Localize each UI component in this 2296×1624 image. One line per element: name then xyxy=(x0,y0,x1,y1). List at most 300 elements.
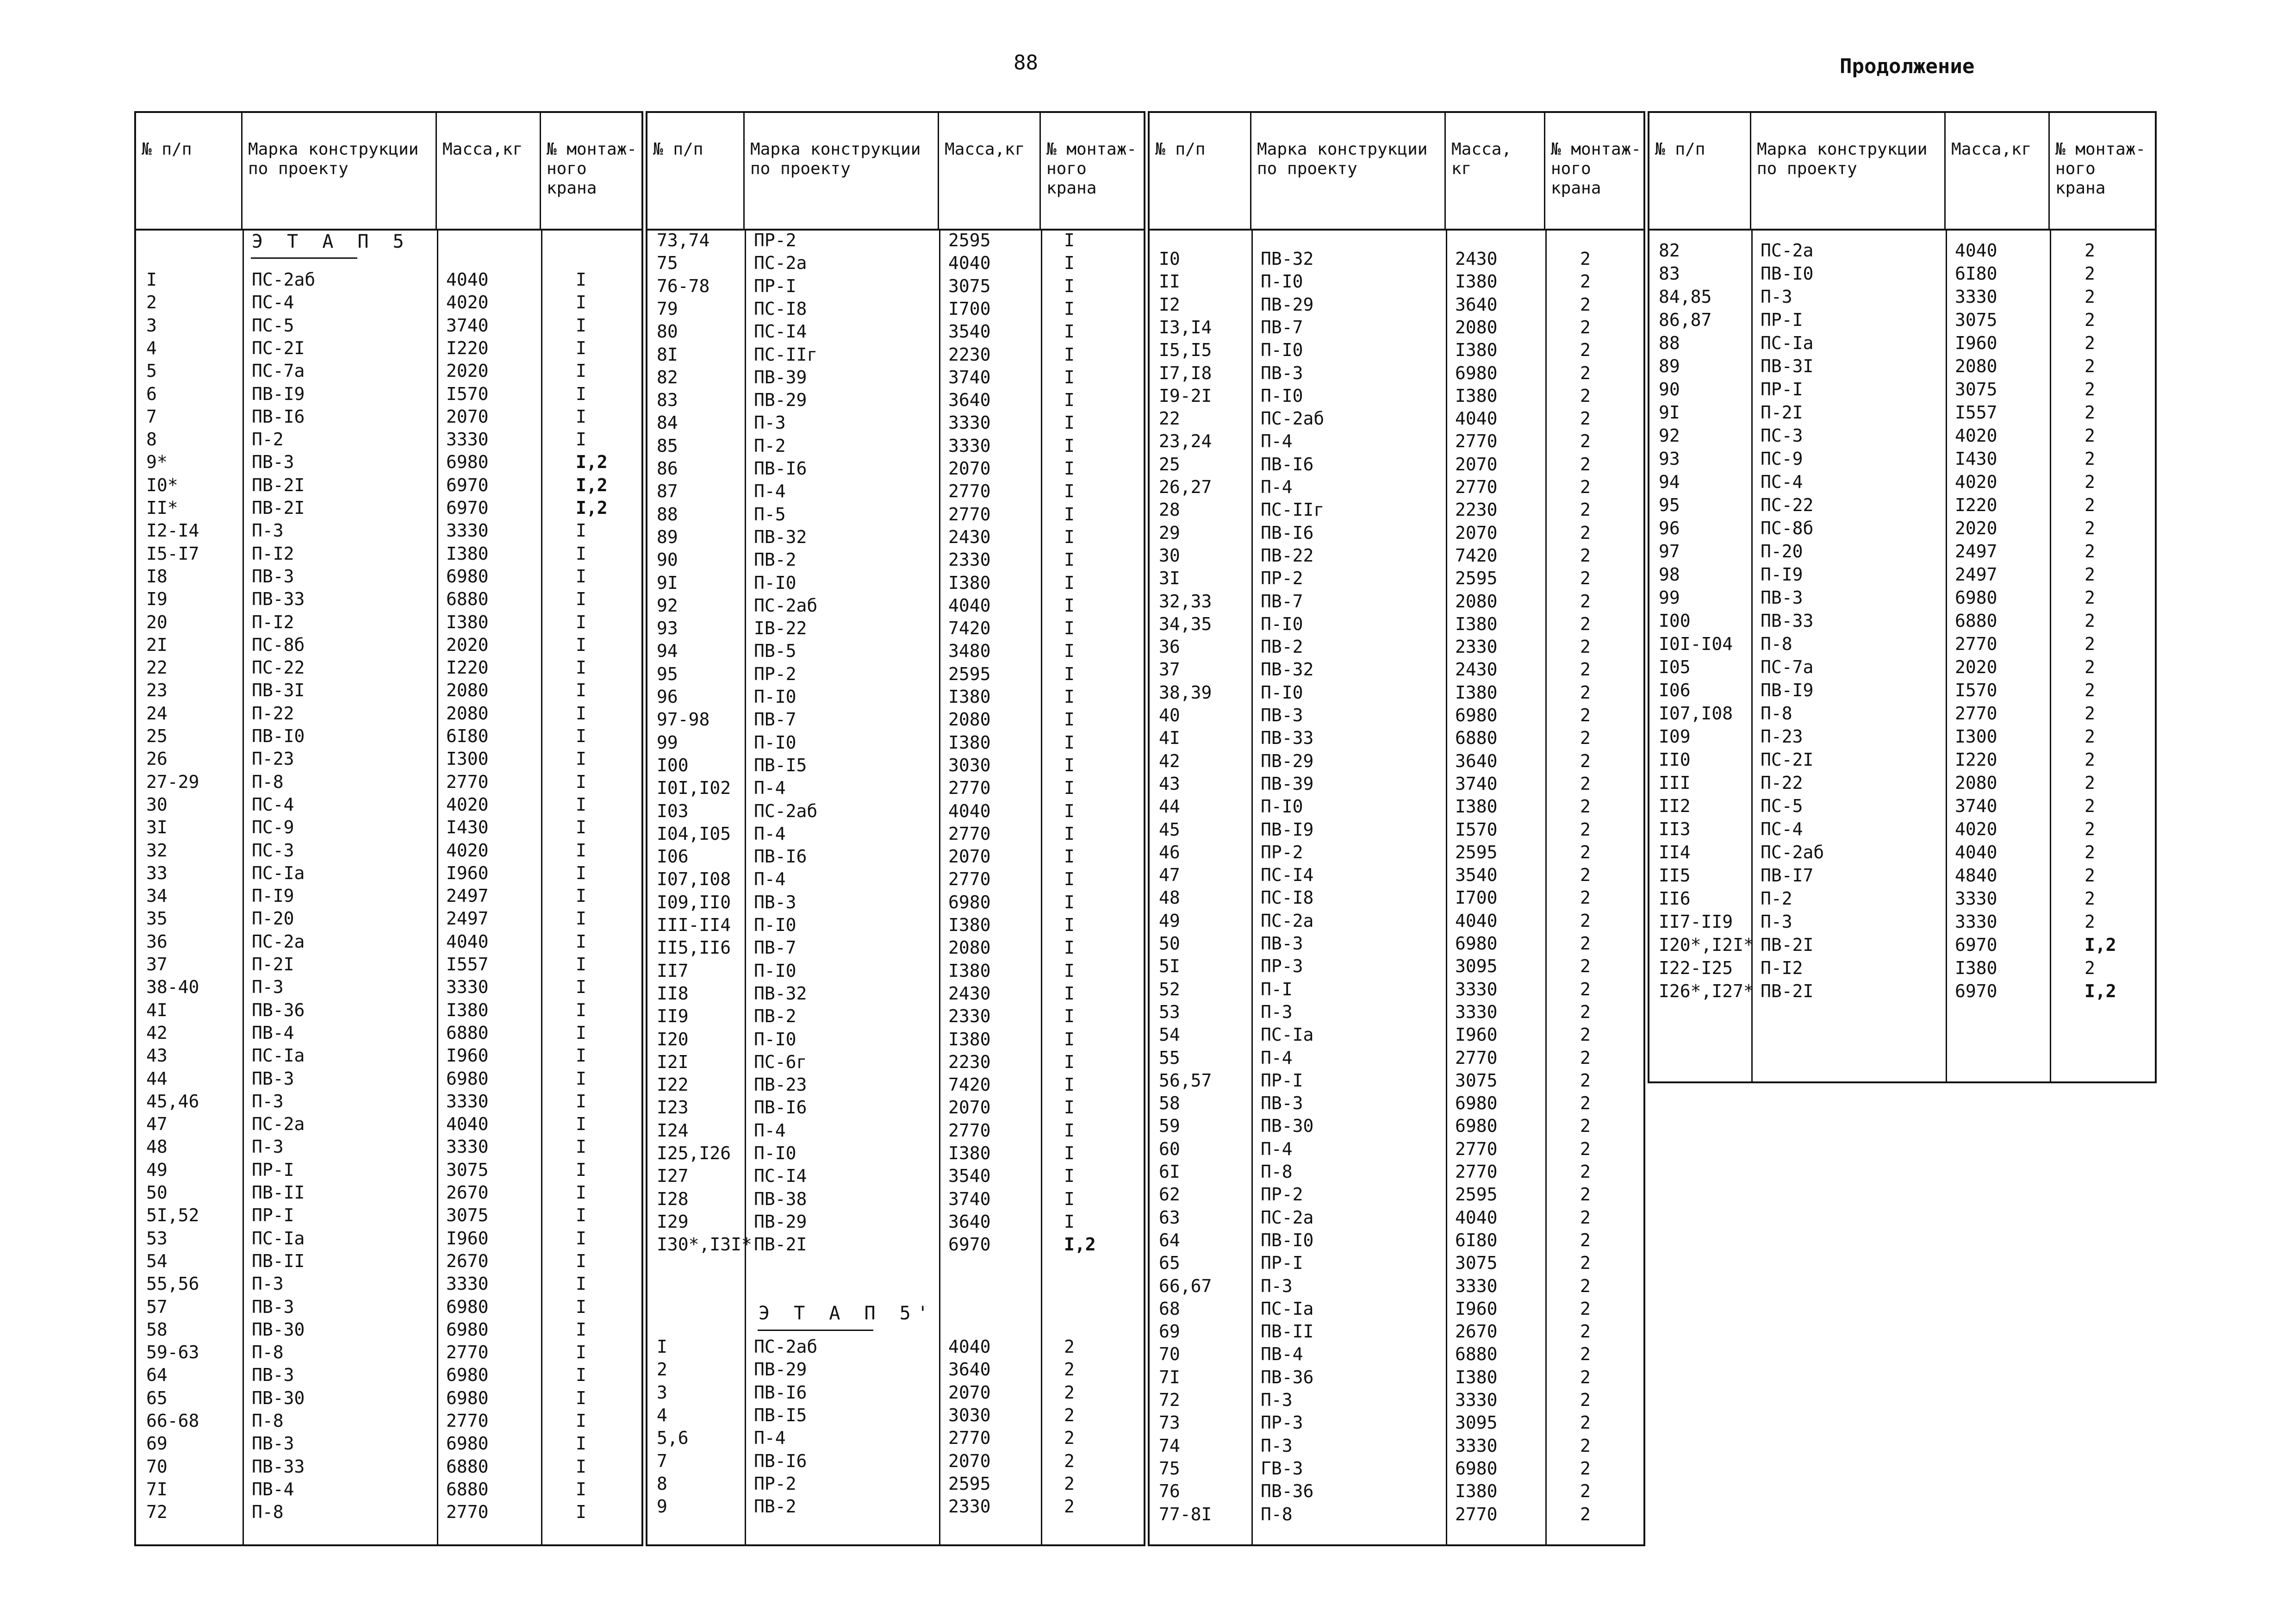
cell-crane: 2 xyxy=(1580,613,1591,634)
cell-crane: I xyxy=(1064,1074,1075,1095)
table-row xyxy=(1150,1274,1643,1298)
cell-mass: I960 xyxy=(1455,1298,1498,1319)
table-row xyxy=(1150,407,1643,430)
cell-mark: ПР-I xyxy=(252,1205,294,1226)
table-row xyxy=(1150,886,1643,909)
cell-crane: I xyxy=(1064,937,1075,958)
cell-mass: I380 xyxy=(446,612,489,632)
cell-crane: I xyxy=(1064,618,1075,639)
cell-mass: I380 xyxy=(948,572,991,593)
cell-num: 59-63 xyxy=(146,1342,199,1363)
cell-mass: I380 xyxy=(446,999,489,1020)
cell-mass: 6980 xyxy=(1955,587,1997,608)
cell-num: 80 xyxy=(657,321,678,342)
cell-mass: 6980 xyxy=(446,452,489,473)
cell-mark: П-3 xyxy=(1261,1435,1293,1456)
cell-mass: 6880 xyxy=(1955,611,1997,631)
cell-mass: 2595 xyxy=(948,230,991,250)
cell-num: 93 xyxy=(657,618,678,639)
cell-num: 48 xyxy=(1159,887,1180,908)
cell-num: 54 xyxy=(146,1250,168,1271)
header-num: № п/п xyxy=(1150,113,1251,229)
table-row xyxy=(1150,863,1643,887)
cell-crane: 2 xyxy=(1580,591,1591,612)
cell-crane: 2 xyxy=(2084,611,2095,631)
cell-crane: 2 xyxy=(1580,1504,1591,1524)
cell-mass: I380 xyxy=(948,960,991,981)
cell-mass: 2770 xyxy=(1455,1504,1498,1524)
table-row xyxy=(647,457,1144,480)
table-row xyxy=(1150,1183,1643,1206)
cell-num: 3I xyxy=(146,817,168,838)
cell-num: 4I xyxy=(1159,728,1180,749)
table-row xyxy=(1150,1160,1643,1183)
cell-mass: 3740 xyxy=(1455,773,1498,794)
cell-crane: I xyxy=(576,1502,586,1523)
cell-mass: 4040 xyxy=(1455,408,1498,429)
header-num: № п/п xyxy=(1649,113,1751,229)
cell-mass: 2497 xyxy=(1955,541,1997,562)
cell-mark: ПВ-I7 xyxy=(1761,865,1814,886)
cell-mass: 3075 xyxy=(1455,1070,1498,1091)
cell-crane: I xyxy=(576,1319,586,1340)
table-row xyxy=(1150,1411,1643,1434)
cell-mark: ПВ-3 xyxy=(1761,587,1803,608)
cell-num: 34 xyxy=(146,886,168,906)
table-row xyxy=(136,1135,641,1158)
cell-num: 87 xyxy=(657,481,678,502)
cell-num: II9 xyxy=(657,1006,689,1027)
cell-mark: П-23 xyxy=(252,749,294,769)
cell-crane: 2 xyxy=(2084,402,2095,423)
cell-crane: I xyxy=(1064,298,1075,319)
cell-num: II7-II9 xyxy=(1659,912,1733,932)
table-row xyxy=(647,913,1144,937)
cell-num: 28 xyxy=(1159,500,1180,520)
cell-crane: 2 xyxy=(1580,728,1591,749)
cell-mark: ПВ-3 xyxy=(754,892,796,912)
table-row xyxy=(647,1119,1144,1142)
cell-crane: 2 xyxy=(1580,1116,1591,1137)
cell-crane: 2 xyxy=(1580,1344,1591,1365)
cell-num: I27 xyxy=(657,1166,689,1187)
cell-mark: ПВ-29 xyxy=(1261,750,1314,771)
cell-mark: ПВ-32 xyxy=(1261,249,1314,269)
table-row xyxy=(647,1426,1144,1449)
table-row xyxy=(647,617,1144,640)
table-row xyxy=(1150,1229,1643,1252)
cell-mass: I220 xyxy=(446,657,489,678)
cell-mass: 6980 xyxy=(446,1296,489,1317)
cell-crane: 2 xyxy=(1580,500,1591,520)
cell-mark: ПВ-36 xyxy=(252,999,305,1020)
cell-num: 20 xyxy=(146,612,168,632)
cell-num: 86 xyxy=(657,458,678,479)
cell-num: 5 xyxy=(146,361,157,381)
cell-num: 24 xyxy=(146,703,168,724)
cell-crane: 2 xyxy=(2084,287,2095,307)
cell-mass: 3330 xyxy=(446,1137,489,1157)
cell-num: 69 xyxy=(146,1433,168,1454)
cell-crane: 2 xyxy=(2084,703,2095,724)
cell-mass: 3540 xyxy=(1455,865,1498,886)
cell-num: 9I xyxy=(657,572,678,593)
cell-num: 75 xyxy=(1159,1458,1180,1479)
cell-mark: П-2I xyxy=(1761,402,1803,423)
cell-crane: 2 xyxy=(1580,249,1591,269)
cell-mark: ПС-2а xyxy=(754,253,807,274)
cell-crane: 2 xyxy=(1580,1298,1591,1319)
table-row xyxy=(136,702,641,725)
cell-mark: П-I0 xyxy=(754,1029,796,1049)
table-row xyxy=(1150,909,1643,932)
table-row xyxy=(1649,262,2155,285)
cell-mass: 3330 xyxy=(1455,1390,1498,1410)
cell-mark: ПВ-2 xyxy=(754,1496,796,1517)
cell-mass: 6880 xyxy=(1455,1344,1498,1365)
cell-crane: 2 xyxy=(1064,1428,1075,1449)
table-row xyxy=(1150,384,1643,407)
cell-crane: 2 xyxy=(1580,1162,1591,1182)
cell-mass: 4040 xyxy=(1455,910,1498,931)
header-mass: Масса, кг xyxy=(1446,113,1545,229)
cell-num: 32,33 xyxy=(1159,591,1212,612)
table-row xyxy=(136,587,641,611)
cell-mass: 3030 xyxy=(948,1405,991,1425)
cell-mass: 2770 xyxy=(1455,1162,1498,1182)
cell-mass: 2080 xyxy=(948,709,991,730)
cell-num: 97 xyxy=(1659,541,1680,562)
cell-crane: 2 xyxy=(1580,1435,1591,1456)
cell-crane: 2 xyxy=(1580,294,1591,315)
cell-num: 63 xyxy=(1159,1207,1180,1228)
cell-crane: I,2 xyxy=(576,475,608,495)
cell-num: 55 xyxy=(1159,1047,1180,1068)
cell-num: 6 xyxy=(146,383,157,404)
table-row xyxy=(136,428,641,451)
cell-mass: I380 xyxy=(1455,796,1498,817)
cell-mass: 2020 xyxy=(1955,657,1997,677)
cell-mark: ПВ-3 xyxy=(252,1068,294,1089)
cell-mark: ПР-2 xyxy=(1261,842,1303,862)
cell-num: 3 xyxy=(146,315,157,336)
cell-crane: 2 xyxy=(1580,637,1591,657)
cell-mark: П-8 xyxy=(1261,1504,1293,1524)
table-row xyxy=(136,1112,641,1136)
cell-crane: 2 xyxy=(1580,956,1591,977)
cell-mark: ПВ-I6 xyxy=(754,458,807,479)
cell-crane: I xyxy=(576,1433,586,1454)
cell-crane: 2 xyxy=(2084,680,2095,700)
cell-mark: ПС-2а xyxy=(252,931,305,952)
cell-num: 30 xyxy=(146,794,168,815)
cell-mark: ПВ-4 xyxy=(252,1022,294,1043)
cell-mass: 3330 xyxy=(948,435,991,456)
cell-mass: 4020 xyxy=(446,292,489,313)
cell-mass: 4040 xyxy=(446,269,489,290)
cell-num: 72 xyxy=(1159,1390,1180,1410)
cell-mass: 6980 xyxy=(948,892,991,912)
cell-mark: П-I2 xyxy=(1761,958,1803,978)
cell-mass: 2430 xyxy=(948,526,991,547)
table-row xyxy=(647,1358,1144,1381)
cell-mass: 2020 xyxy=(1955,518,1997,538)
cell-mark: П-20 xyxy=(1761,541,1803,562)
table-row xyxy=(647,1404,1144,1427)
table-row xyxy=(136,1158,641,1181)
cell-mark: ПВ-I9 xyxy=(1761,680,1814,700)
table-row xyxy=(647,1187,1144,1211)
table-row xyxy=(647,982,1144,1005)
cell-mark: П-8 xyxy=(252,771,284,792)
table-row xyxy=(1150,338,1643,362)
cell-mass: 6880 xyxy=(1455,728,1498,749)
table-row xyxy=(136,999,641,1022)
table-row xyxy=(647,229,1144,252)
cell-num: 7I xyxy=(146,1479,168,1499)
cell-num: II7 xyxy=(657,960,689,981)
cell-crane: 2 xyxy=(1580,454,1591,475)
cell-crane: 2 xyxy=(2084,819,2095,839)
cell-mass: 7420 xyxy=(1455,545,1498,566)
cell-crane: 2 xyxy=(2084,263,2095,284)
cell-num: 4 xyxy=(146,337,157,358)
cell-mark: П-3 xyxy=(252,520,284,541)
cell-mark: ПВ-2 xyxy=(1261,637,1303,657)
cell-num: 99 xyxy=(657,732,678,753)
cell-mass: 2497 xyxy=(446,908,489,929)
cell-num: I30*,I3I* xyxy=(657,1234,752,1255)
table-row xyxy=(136,839,641,862)
cell-mark: П-2 xyxy=(754,435,786,456)
cell-num: 42 xyxy=(146,1022,168,1043)
cell-mass: 3330 xyxy=(1455,979,1498,999)
cell-crane: I xyxy=(1064,892,1075,912)
cell-crane: 2 xyxy=(2084,495,2095,515)
cell-num: 23 xyxy=(146,680,168,701)
cell-crane: 2 xyxy=(1064,1450,1075,1471)
cell-mark: ПВ-39 xyxy=(1261,773,1314,794)
table-row xyxy=(136,656,641,679)
cell-num: 30 xyxy=(1159,545,1180,566)
cell-mass: I380 xyxy=(1455,1481,1498,1502)
cell-mass: 3330 xyxy=(446,977,489,998)
cell-num: I28 xyxy=(657,1188,689,1209)
table-row xyxy=(1649,748,2155,771)
cell-mark: ПВ-I6 xyxy=(754,1097,807,1118)
cell-mark: П-I xyxy=(1261,979,1293,999)
table-row xyxy=(1649,540,2155,563)
cell-crane: 2 xyxy=(2084,425,2095,446)
stage-5-heading: Э Т А П 5 xyxy=(252,231,411,252)
cell-mass: 2070 xyxy=(948,1382,991,1403)
cell-mark: ПС-3 xyxy=(1761,425,1803,446)
cell-num: 95 xyxy=(1659,495,1680,515)
table-row xyxy=(647,868,1144,891)
header-crane: № монтаж- ного крана xyxy=(547,140,637,198)
cell-mass: 6970 xyxy=(1955,935,1997,955)
cell-mass: 4040 xyxy=(446,1114,489,1135)
cell-mark: ПВ-I9 xyxy=(1261,819,1314,840)
table-row xyxy=(136,1249,641,1273)
cell-num: 23,24 xyxy=(1159,431,1212,452)
table-row xyxy=(1649,656,2155,679)
cell-mass: I380 xyxy=(948,1029,991,1049)
cell-num: 75 xyxy=(657,253,678,274)
cell-mass: 3075 xyxy=(446,1159,489,1180)
cell-mass: 2770 xyxy=(446,1502,489,1523)
cell-mark: П-22 xyxy=(1761,773,1803,793)
cell-mark: ПР-2 xyxy=(754,230,796,250)
cell-mark: ПС-4 xyxy=(252,794,294,815)
cell-num: II0 xyxy=(1659,750,1691,770)
cell-mark: П-8 xyxy=(252,1342,284,1363)
table-row xyxy=(1150,978,1643,1001)
cell-crane: I xyxy=(576,292,586,313)
cell-crane: I xyxy=(576,657,586,678)
table-row xyxy=(136,725,641,748)
cell-crane: I xyxy=(1064,1006,1075,1027)
table-row xyxy=(1150,293,1643,316)
cell-mark: ПР-I xyxy=(1761,379,1803,400)
table-row xyxy=(1649,609,2155,632)
cell-mark: ПС-Iа xyxy=(1261,1024,1314,1045)
cell-crane: I xyxy=(576,817,586,838)
cell-mark: ПВ-7 xyxy=(1261,591,1303,612)
cell-crane: 2 xyxy=(1580,1047,1591,1068)
cell-mass: 2497 xyxy=(1955,564,1997,585)
cell-crane: 2 xyxy=(1580,1184,1591,1205)
table-row xyxy=(136,1363,641,1387)
cell-crane: I xyxy=(576,566,586,587)
cell-crane: I xyxy=(1064,390,1075,411)
cell-mark: ПР-2 xyxy=(1261,568,1303,589)
cell-num: I24 xyxy=(657,1120,689,1141)
cell-mass: 2080 xyxy=(1955,773,1997,793)
cell-crane: I xyxy=(1064,823,1075,844)
cell-mass: I570 xyxy=(1455,819,1498,840)
cell-mark: ПС-IIг xyxy=(754,344,818,365)
cell-num: I20 xyxy=(657,1029,689,1049)
cell-mass: I380 xyxy=(948,1143,991,1163)
cell-num: 2 xyxy=(657,1359,667,1380)
cell-num: 37 xyxy=(1159,659,1180,680)
cell-num: I9 xyxy=(146,589,168,610)
cell-mass: 4040 xyxy=(446,931,489,952)
cell-mass: I557 xyxy=(1955,402,1997,423)
table-row xyxy=(647,1472,1144,1495)
table-row xyxy=(1150,795,1643,818)
table-row xyxy=(136,816,641,839)
cell-num: 84 xyxy=(657,412,678,433)
table-row xyxy=(136,1318,641,1341)
cell-mass: 6980 xyxy=(446,566,489,587)
cell-crane: 2 xyxy=(1580,362,1591,383)
cell-mass: 6980 xyxy=(1455,933,1498,954)
table-row xyxy=(1150,1434,1643,1457)
cell-mass: I960 xyxy=(1955,333,1997,353)
cell-crane: 2 xyxy=(2084,379,2095,400)
header-crane: № монтаж- ного крана xyxy=(1551,140,1642,198)
cell-crane: 2 xyxy=(2084,796,2095,816)
cell-mass: I430 xyxy=(1955,449,1997,469)
cell-mark: ПС-2а xyxy=(1261,1207,1314,1228)
table-row xyxy=(1150,567,1643,590)
cell-mass: 6970 xyxy=(948,1234,991,1255)
cell-num: 86,87 xyxy=(1659,310,1712,330)
cell-num: 44 xyxy=(146,1068,168,1089)
cell-mark: ПВ-2 xyxy=(754,550,796,570)
cell-num: 4 xyxy=(657,1405,667,1425)
cell-mark: ПС-I8 xyxy=(754,298,807,319)
cell-mark: ПС-IIг xyxy=(1261,500,1325,520)
cell-mass: 6880 xyxy=(446,589,489,610)
cell-mass: 6980 xyxy=(1455,362,1498,383)
cell-crane: I xyxy=(1064,846,1075,867)
cell-mark: ПВ-32 xyxy=(754,983,807,1004)
cell-num: 64 xyxy=(146,1365,168,1386)
cell-crane: 2 xyxy=(1580,887,1591,908)
cell-crane: 2 xyxy=(1580,1390,1591,1410)
cell-mass: I960 xyxy=(446,1228,489,1249)
cell-mass: 3330 xyxy=(446,1274,489,1294)
cell-mass: 3095 xyxy=(1455,1412,1498,1433)
cell-mark: ПВ-7 xyxy=(754,709,796,730)
cell-crane: I xyxy=(1064,412,1075,433)
cell-mark: ПР-2 xyxy=(1261,1184,1303,1205)
cell-mass: 2080 xyxy=(1455,317,1498,337)
table-row xyxy=(1150,704,1643,727)
table-row xyxy=(647,275,1144,298)
cell-crane: 2 xyxy=(1580,682,1591,703)
header-num: № п/п xyxy=(136,113,243,229)
table-row xyxy=(647,1495,1144,1518)
cell-mark: П-5 xyxy=(754,504,786,525)
cell-crane: I xyxy=(1064,755,1075,775)
cell-crane: I xyxy=(576,520,586,541)
cell-mark: ПС-I4 xyxy=(1261,865,1314,886)
cell-crane: 2 xyxy=(1580,522,1591,543)
table-row xyxy=(647,754,1144,777)
cell-num: 89 xyxy=(657,526,678,547)
table-row xyxy=(1649,563,2155,586)
cell-crane: I xyxy=(1064,1166,1075,1187)
cell-num: 73 xyxy=(1159,1412,1180,1433)
table-row xyxy=(136,1067,641,1090)
cell-mass: 2670 xyxy=(446,1250,489,1271)
cell-crane: 2 xyxy=(1580,1207,1591,1228)
table-row xyxy=(136,337,641,360)
cell-crane: 2 xyxy=(1580,1230,1591,1250)
cell-crane: 2 xyxy=(1580,1253,1591,1274)
cell-mark: П-4 xyxy=(754,1120,786,1141)
table-row xyxy=(647,1233,1144,1256)
cell-num: 47 xyxy=(1159,865,1180,886)
table-row xyxy=(136,1272,641,1295)
cell-crane: I xyxy=(576,680,586,701)
table-row xyxy=(136,1090,641,1113)
cell-num: 5,6 xyxy=(657,1428,689,1449)
cell-num: 7 xyxy=(657,1450,667,1471)
cell-mark: ПС-2аб xyxy=(754,595,818,616)
cell-mass: I380 xyxy=(1455,1367,1498,1387)
cell-crane: I xyxy=(576,771,586,792)
cell-crane: 2 xyxy=(2084,750,2095,770)
table-row xyxy=(136,474,641,497)
cell-num: II5 xyxy=(1659,865,1691,886)
cell-mass: I380 xyxy=(948,915,991,935)
table-row xyxy=(136,1478,641,1501)
